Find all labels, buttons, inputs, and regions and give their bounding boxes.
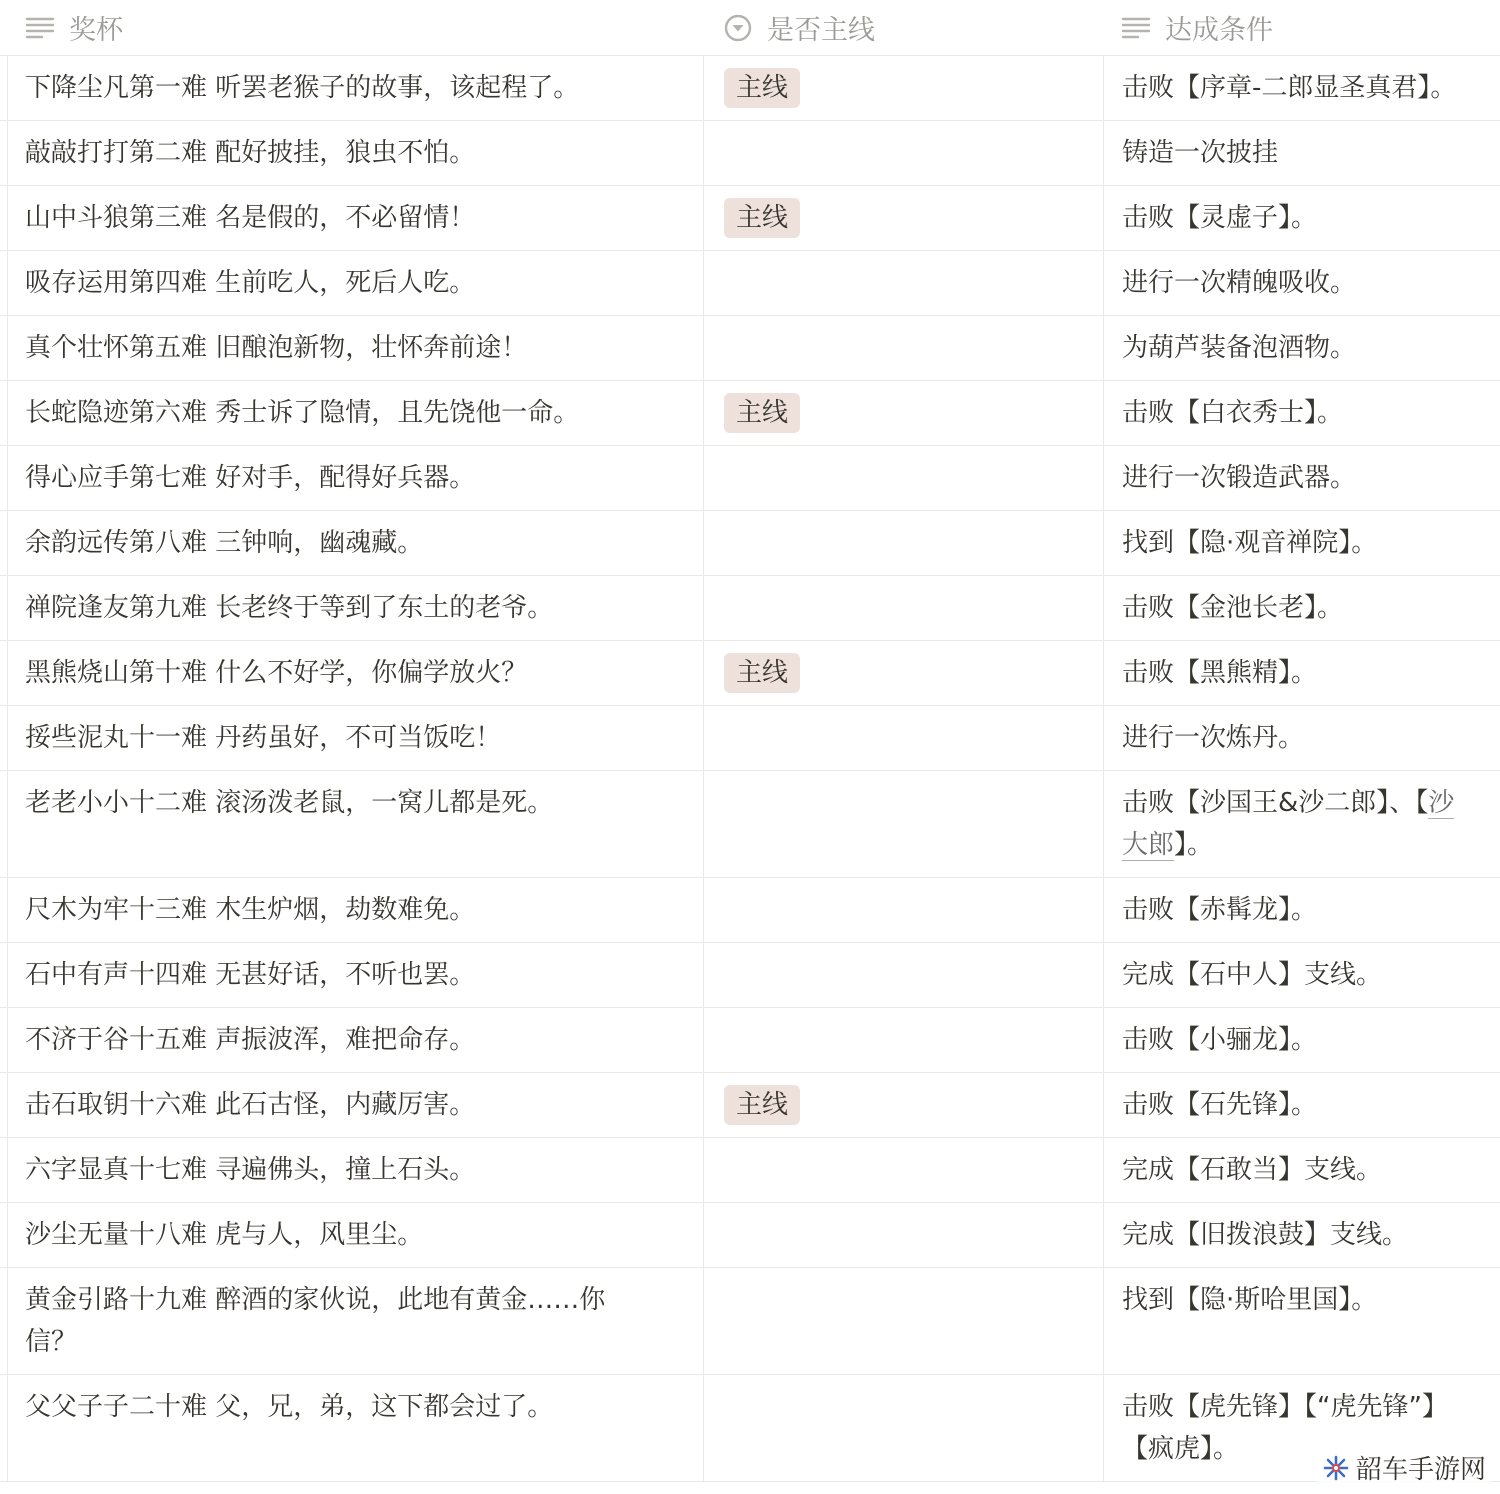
table-row[interactable] <box>0 878 1500 943</box>
table-row[interactable] <box>0 771 1500 878</box>
trophy-cell[interactable]: 挼些泥丸十一难 丹药虽好，不可当饭吃！ <box>25 723 502 753</box>
site-watermark <box>1318 1449 1490 1486</box>
main-line-cell[interactable] <box>703 121 1103 185</box>
table-row[interactable] <box>0 186 1500 251</box>
trophy-cell[interactable]: 黄金引路十九难 醉酒的家伙说，此地有黄金……你信？ <box>25 1285 606 1357</box>
main-line-cell[interactable] <box>703 1203 1103 1267</box>
main-line-cell[interactable] <box>703 641 1103 705</box>
main-line-cell[interactable] <box>703 1375 1103 1481</box>
condition-cell[interactable]: 进行一次精魄吸收。 <box>1103 251 1500 315</box>
condition-cell[interactable]: 进行一次锻造武器。 <box>1103 446 1500 510</box>
trophy-cell[interactable]: 长蛇隐迹第六难 秀士诉了隐情，且先饶他一命。 <box>25 398 580 428</box>
table-row[interactable] <box>0 641 1500 706</box>
table-row[interactable] <box>0 381 1500 446</box>
condition-cell[interactable]: 完成【旧拨浪鼓】支线。 <box>1103 1203 1500 1267</box>
trophy-cell[interactable]: 石中有声十四难 无甚好话，不听也罢。 <box>25 960 476 990</box>
trophy-cell[interactable]: 禅院逢友第九难 长老终于等到了东土的老爷。 <box>25 593 554 623</box>
table-row[interactable] <box>0 1138 1500 1203</box>
trophy-cell[interactable]: 山中斗狼第三难 名是假的，不必留情！ <box>25 203 476 233</box>
trophy-cell[interactable]: 老老小小十二难 滚汤泼老鼠，一窝儿都是死。 <box>25 788 554 818</box>
trophy-cell[interactable]: 得心应手第七难 好对手，配得好兵器。 <box>25 463 476 493</box>
condition-cell[interactable]: 击败【石先锋】。 <box>1103 1073 1500 1137</box>
trophy-cell[interactable]: 尺木为牢十三难 木生炉烟，劫数难免。 <box>25 895 476 925</box>
table-row[interactable] <box>0 576 1500 641</box>
main-line-cell[interactable] <box>703 1073 1103 1137</box>
main-line-cell[interactable] <box>703 511 1103 575</box>
condition-cell[interactable] <box>1103 771 1500 877</box>
condition-cell[interactable]: 击败【灵虚子】。 <box>1103 186 1500 250</box>
column-header-label: 是否主线 <box>767 15 875 46</box>
condition-cell[interactable]: 完成【石中人】支线。 <box>1103 943 1500 1007</box>
main-line-cell[interactable] <box>703 381 1103 445</box>
table-body <box>0 56 1500 1482</box>
sparkle-logo-icon <box>1322 1454 1350 1482</box>
condition-cell[interactable]: 找到【隐·斯哈里国】。 <box>1103 1268 1500 1374</box>
trophy-cell[interactable]: 黑熊烧山第十难 什么不好学，你偏学放火？ <box>25 658 528 688</box>
column-header-label: 达成条件 <box>1165 15 1273 46</box>
table-row[interactable] <box>0 706 1500 771</box>
condition-text: 击败【沙国王&沙二郎】、【 <box>1122 788 1429 818</box>
trophy-cell[interactable]: 击石取钥十六难 此石古怪，内藏厉害。 <box>25 1090 476 1120</box>
table-row[interactable] <box>0 511 1500 576</box>
main-line-cell[interactable] <box>703 771 1103 877</box>
table-row[interactable] <box>0 121 1500 186</box>
trophy-cell[interactable]: 吸存运用第四难 生前吃人，死后人吃。 <box>25 268 476 298</box>
condition-cell[interactable]: 铸造一次披挂 <box>1103 121 1500 185</box>
condition-cell[interactable]: 击败【序章-二郎显圣真君】。 <box>1103 56 1500 120</box>
main-line-cell[interactable] <box>703 56 1103 120</box>
watermark-text: 韶车手游网 <box>1355 1455 1486 1485</box>
main-line-tag: 主线 <box>724 393 800 433</box>
main-line-cell[interactable] <box>703 316 1103 380</box>
condition-cell[interactable]: 完成【石敢当】支线。 <box>1103 1138 1500 1202</box>
main-line-cell[interactable] <box>703 251 1103 315</box>
main-line-tag: 主线 <box>724 653 800 693</box>
main-line-cell[interactable] <box>703 706 1103 770</box>
table-row[interactable] <box>0 1008 1500 1073</box>
table-row[interactable] <box>0 1073 1500 1138</box>
trophy-cell[interactable]: 下降尘凡第一难 听罢老猴子的故事，该起程了。 <box>25 73 580 103</box>
condition-cell[interactable]: 击败【黑熊精】。 <box>1103 641 1500 705</box>
main-line-tag: 主线 <box>724 68 800 108</box>
trophy-cell[interactable]: 不济于谷十五难 声振波浑，难把命存。 <box>25 1025 476 1055</box>
main-line-cell[interactable] <box>703 878 1103 942</box>
table-row[interactable] <box>0 56 1500 121</box>
table-row[interactable] <box>0 251 1500 316</box>
condition-cell[interactable]: 击败【白衣秀士】。 <box>1103 381 1500 445</box>
trophy-cell[interactable]: 敲敲打打第二难 配好披挂，狼虫不怕。 <box>25 138 476 168</box>
table-row[interactable] <box>0 1203 1500 1268</box>
condition-cell[interactable]: 找到【隐·观音禅院】。 <box>1103 511 1500 575</box>
trophy-cell[interactable]: 真个壮怀第五难 旧酿泡新物，壮怀奔前途！ <box>25 333 528 363</box>
condition-cell[interactable]: 为葫芦装备泡酒物。 <box>1103 316 1500 380</box>
column-header-condition[interactable] <box>1103 0 1500 55</box>
column-header-label: 奖杯 <box>69 15 123 46</box>
column-header-trophy[interactable] <box>0 0 703 55</box>
table-row[interactable] <box>0 943 1500 1008</box>
table-row[interactable] <box>0 316 1500 381</box>
condition-cell[interactable]: 击败【金池长老】。 <box>1103 576 1500 640</box>
table-header <box>0 0 1500 56</box>
trophy-cell[interactable]: 六字显真十七难 寻遍佛头，撞上石头。 <box>25 1155 476 1185</box>
main-line-tag: 主线 <box>724 1085 800 1125</box>
text-property-icon <box>25 15 55 41</box>
trophy-cell[interactable]: 沙尘无量十八难 虎与人，风里尘。 <box>25 1220 424 1250</box>
trophy-cell[interactable]: 余韵远传第八难 三钟响，幽魂藏。 <box>25 528 424 558</box>
table-row[interactable] <box>0 1268 1500 1375</box>
column-header-main-line[interactable] <box>703 0 1103 55</box>
main-line-cell[interactable] <box>703 576 1103 640</box>
main-line-cell[interactable] <box>703 1268 1103 1374</box>
trophy-cell[interactable]: 父父子子二十难 父，兄，弟，这下都会过了。 <box>25 1392 554 1422</box>
select-property-icon <box>723 13 753 43</box>
table-row[interactable] <box>0 446 1500 511</box>
condition-cell[interactable]: 击败【赤髯龙】。 <box>1103 878 1500 942</box>
text-property-icon <box>1121 15 1151 41</box>
table-row[interactable] <box>0 1375 1500 1482</box>
main-line-tag: 主线 <box>724 198 800 238</box>
main-line-cell[interactable] <box>703 1008 1103 1072</box>
condition-cell[interactable]: 击败【小骊龙】。 <box>1103 1008 1500 1072</box>
condition-link[interactable]: 沙大郎 <box>1122 788 1455 860</box>
main-line-cell[interactable] <box>703 186 1103 250</box>
main-line-cell[interactable] <box>703 943 1103 1007</box>
condition-cell[interactable]: 击败【虎先锋】【“虎先锋”】【疯虎】。 <box>1103 1375 1500 1481</box>
condition-text: 】。 <box>1174 830 1214 860</box>
condition-cell[interactable]: 进行一次炼丹。 <box>1103 706 1500 770</box>
main-line-cell[interactable] <box>703 446 1103 510</box>
main-line-cell[interactable] <box>703 1138 1103 1202</box>
